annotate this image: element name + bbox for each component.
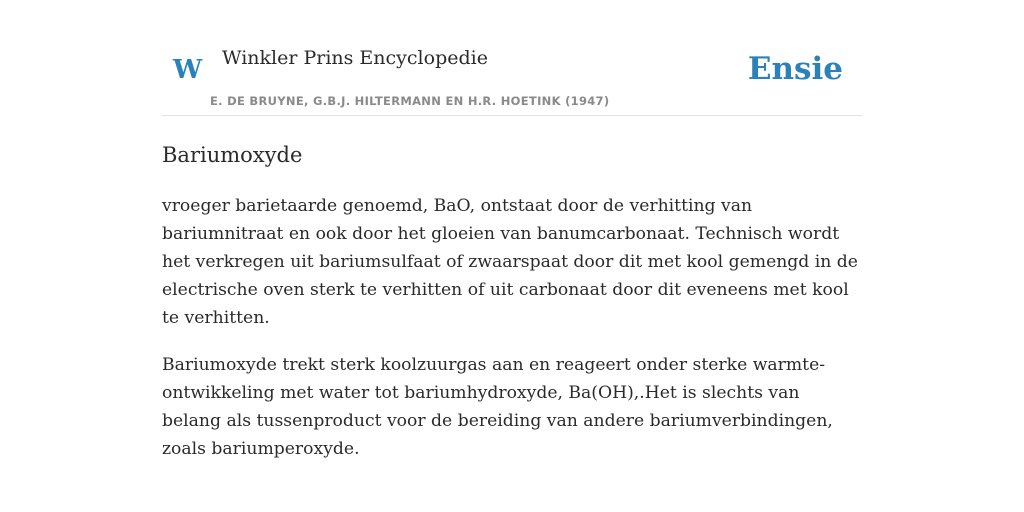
article-paragraph: Bariumoxyde trekt sterk koolzuurgas aan en reageert onder sterke warmte-ontwikkeling met water tot bariumhydroxyde, Ba(OH),.Het is slechts van belang als tussenproduct voor de bereiding van andere bariumverbindingen, zoals bariumperoxyde. <box>162 355 833 459</box>
source-title[interactable]: Winkler Prins Encyclopedie <box>222 47 488 69</box>
article-paragraph: vroeger barietaarde genoemd, BaO, ontstaat door de verhitting van bariumnitraat en ook door het gloeien van banumcarbonaat. Technisch wordt het verkregen uit bariumsulfaat of zwaarspaat door dit met kool gemengd in de electrische oven sterk te verhitten of uit carbonaat door dit eveneens met kool te verhitten. <box>162 196 858 328</box>
ensie-logo[interactable]: Ensie <box>747 51 843 87</box>
article-body <box>162 192 862 482</box>
article-headword: Bariumoxyde <box>162 143 303 167</box>
source-authors: E. DE BRUYNE, G.B.J. HILTERMANN EN H.R. HOETINK (1947) <box>210 94 610 108</box>
header-divider <box>162 115 862 116</box>
winkler-prins-logo[interactable]: W <box>173 55 203 85</box>
